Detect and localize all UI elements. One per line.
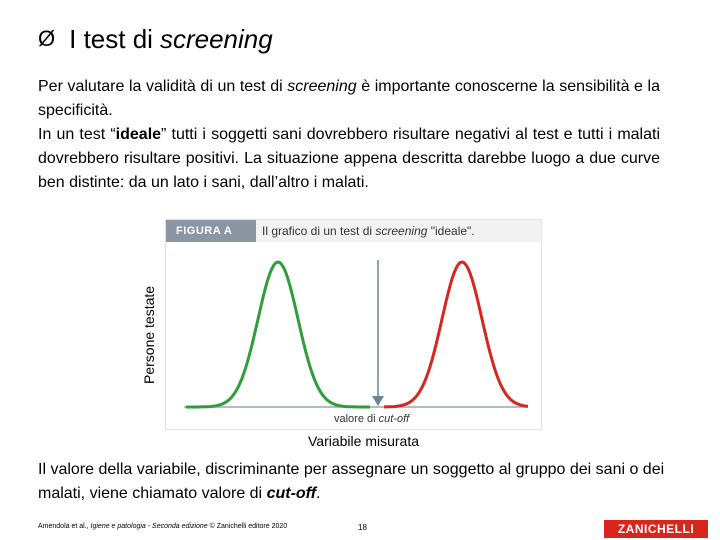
- footer-c: .: [316, 485, 321, 502]
- p2-a: In un test “: [38, 126, 116, 143]
- publisher-logo: ZANICHELLI: [604, 520, 708, 538]
- caption-italic: screening: [375, 224, 428, 238]
- p1-italic: screening: [287, 78, 357, 95]
- footer-a: Il valore della variabile, discriminante per assegnare un soggetto al gruppo dei sani o dei malati, viene chiamato valore di: [38, 461, 665, 502]
- sick-curve: [384, 262, 528, 407]
- p1-a: Per valutare la validità di un test di: [38, 78, 288, 95]
- credits-a: Amendola et al.,: [38, 523, 91, 530]
- p1-c: è importante conoscerne la sensibilità e la specificità.: [38, 78, 660, 119]
- figure-label: FIGURA A: [166, 220, 256, 242]
- page-number: 18: [358, 523, 367, 532]
- paragraph-2: [38, 123, 660, 195]
- credits-c: © Zanichelli editore 2020: [207, 523, 288, 530]
- cutoff-italic: cut-off: [378, 413, 410, 425]
- caption-c: "ideale".: [427, 224, 475, 238]
- bullet-arrow-icon: Ø: [38, 26, 56, 51]
- figure-plot: [166, 220, 541, 429]
- cutoff-arrow-icon: [372, 396, 384, 406]
- title-text: I test di: [69, 24, 153, 54]
- cutoff-a: valore di: [334, 413, 379, 425]
- cutoff-definition: [38, 458, 670, 506]
- body-text: [38, 75, 660, 195]
- slide-title: [38, 22, 273, 56]
- caption-a: Il grafico di un test di: [262, 224, 376, 238]
- p2-c: ” tutti i soggetti sani dovrebbero risultare negativi al test e tutti i malati dovrebbero risultare positivi. La situazione appena descritta darebbe luogo a due curve ben distinte: da un lato i sani, dall’altro i malati.: [38, 126, 661, 191]
- figure-ideal-test: [165, 219, 542, 430]
- healthy-curve: [186, 262, 370, 407]
- y-axis-label: Persone testate: [141, 285, 157, 384]
- cutoff-label: [334, 413, 409, 425]
- x-axis-label: Variabile misurata: [308, 433, 420, 449]
- credits-italic: Igiene e patologia - Seconda edizione: [90, 523, 208, 530]
- paragraph-1: [38, 75, 660, 123]
- footer-bold-italic: cut-off: [266, 485, 317, 502]
- title-italic: screening: [159, 24, 273, 54]
- credits: [38, 523, 287, 530]
- p2-bold: ideale: [115, 126, 162, 143]
